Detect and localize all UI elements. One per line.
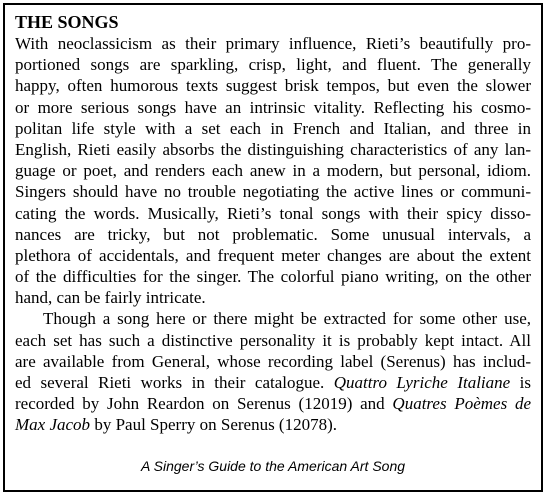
song-title-italian: Quattro Lyriche Italiane	[333, 373, 511, 392]
plain-text: ed several Rieti works in their catalogue.	[15, 373, 334, 392]
paragraph-1-line: of the difficulties for the singer. The colorful piano writing, on the other	[15, 267, 531, 287]
paragraph-1-line: nances are tricky, but not problematic. Some unusual intervals, a	[15, 224, 531, 244]
paragraph-1-line: politan life style with a set each in French and Italian, and three in	[15, 118, 531, 138]
section-title: THE SONGS	[15, 12, 119, 32]
paragraph-1-line: guage or poet, and renders each anew in a modern, but personal, idiom.	[15, 161, 531, 181]
text-box	[3, 3, 543, 492]
paragraph-2-line: Though a song here or there might be extracted for some other use,	[43, 309, 531, 329]
paragraph-2-line	[15, 393, 531, 414]
book-caption: A Singer’s Guide to the American Art Song	[140, 458, 406, 474]
body-text	[15, 33, 531, 436]
paragraph-1-line: hand, can be fairly intricate.	[15, 288, 206, 308]
plain-text: is	[510, 373, 532, 392]
paragraph-1-line: English, Rieti easily absorbs the distinguishing characteristics of any lan-	[15, 139, 531, 159]
song-title-french: Quatres Poèmes de	[392, 394, 531, 414]
paragraph-2-line	[15, 414, 531, 435]
paragraph-1-line: plethora of accidentals, and frequent meter changes are about the extent	[15, 245, 531, 265]
paragraph-1-line: or more serious songs have an intrinsic vitality. Reflecting his cosmo-	[15, 97, 531, 117]
paragraph-1-line: Singers should have no trouble negotiating the active lines or communi-	[15, 182, 531, 202]
paragraph-1-line: portioned songs are sparkling, crisp, light, and fluent. The generally	[15, 55, 531, 75]
paragraph-2-line: each set has such a distinctive personality it is probably kept intact. All	[15, 330, 531, 350]
paragraph-2-line: are available from General, whose recording label (Serenus) has includ-	[15, 351, 531, 371]
plain-text: recorded by John Reardon on Serenus (12019) and	[15, 394, 393, 414]
paragraph-1-line: happy, often humorous texts suggest brisk tempos, but even the slower	[15, 76, 531, 96]
plain-text: by Paul Sperry on Serenus (12078).	[90, 415, 338, 435]
paragraph-2-line	[15, 372, 531, 393]
paragraph-1-line: cating the words. Musically, Rieti’s tonal songs with their spicy disso-	[15, 203, 531, 223]
paragraph-1-line: With neoclassicism as their primary influence, Rieti’s beautifully pro-	[15, 34, 531, 53]
song-title-french-end: Max Jacob	[15, 415, 91, 435]
